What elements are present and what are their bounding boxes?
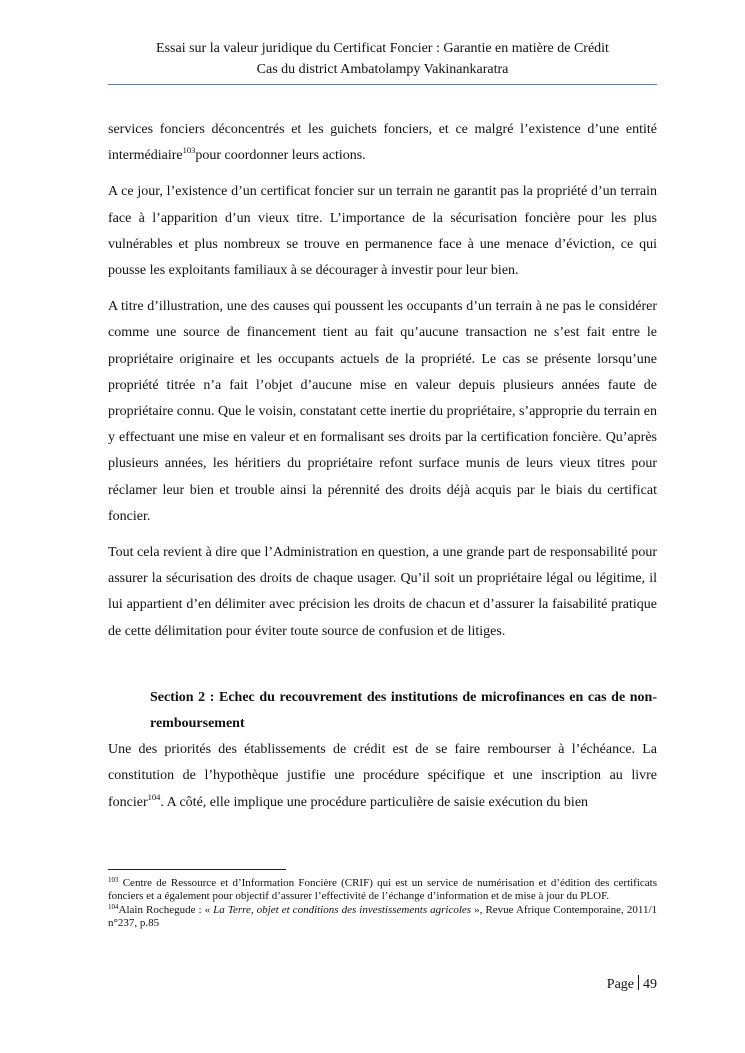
paragraph-2: A ce jour, l’existence d’un certificat foncier sur un terrain ne garantit pas la propriété d’un terrain face à l’apparition d’un vieux titre. L’importance de la sécurisation foncière pour les plus vulnérables et plus nombreux se trouve en permanence face à une menace d’éviction, ce qui pousse les exploitants familiaux à se décourager à investir pour leur bien.	[108, 184, 657, 279]
cited-work-title: La Terre, objet et conditions des investissements agricoles	[213, 903, 472, 916]
footnote-text: Alain Rochegude : «	[118, 903, 214, 916]
header-subtitle-line: Cas du district Ambatolampy Vakinankaratra	[256, 62, 509, 77]
paragraph-5-text: Une des priorités des établissements de crédit est de se faire rembourser à l’échéance. La constitution de l’hypothèque justifie une procédure spécifique et une inscription au livre foncier	[108, 742, 657, 810]
page-number-value: 49	[643, 977, 657, 992]
page-separator	[638, 975, 639, 990]
footnote-number: 103	[108, 876, 119, 884]
footnote-ref-103[interactable]: 103	[182, 145, 196, 156]
footnote-104	[108, 904, 657, 931]
page-label: Page	[606, 977, 634, 992]
footnote-divider	[108, 869, 286, 870]
header-divider	[108, 84, 657, 85]
footnote-103	[108, 877, 657, 904]
paragraph-5	[108, 737, 657, 816]
page-number	[607, 975, 657, 994]
paragraph-4: Tout cela revient à dire que l’Administration en question, a une grande part de responsabilité pour assurer la sécurisation des droits de chaque usager. Qu’il soit un propriétaire légal ou légitime, il lui appartient d’en délimiter avec précision les droits de chacun et d’assurer la faisabilité pratique de cette délimitation pour éviter toute source de confusion et de litiges.	[108, 545, 657, 639]
footnote-text: Centre de Ressource et d’Information Foncière (CRIF) qui est un service de numérisation et d’édition des certificats fonciers et a également pour objectif d’assurer l’effectivité de l’échange d’information et de mise à jour du PLOF.	[108, 877, 657, 903]
paragraph-1	[108, 117, 657, 169]
paragraph-3: A titre d’illustration, une des causes qui poussent les occupants d’un terrain à ne pas le considérer comme une source de financement tient au fait qu’aucune transaction ne s’est fait entre le propriétaire originaire et les occupants actuels de la propriété. Le cas se présente lorsqu’une propriété titrée n’a fait l’objet d’aucune mise en valeur depuis plusieurs années faute de propriétaire connu. Que le voisin, constatant cette inertie du propriétaire, s’approprie du terrain en y effectuant une mise en valeur et en formalisant ses droits par la certification foncière. Qu’après plusieurs années, les héritiers du propriétaire refont surface munis de leurs vieux titres pour réclamer leur bien et trouble ainsi la pérennité des droits déjà acquis par le biais du certificat foncier.	[108, 299, 657, 524]
running-header	[108, 38, 657, 80]
footnote-text-end: », Revue Afrique Contemporaine, 2011/1 n°237, p.85	[108, 903, 657, 930]
footnote-number: 104	[108, 902, 119, 911]
paragraph-1-text: services fonciers déconcentrés et les guichets fonciers, et ce malgré l’existence d’une entité intermédiaire	[108, 122, 657, 164]
section-heading: Section 2 : Echec du recouvrement des institutions de microfinances en cas de non-remboursement	[150, 689, 657, 732]
footnotes	[108, 877, 657, 931]
footnote-ref-104[interactable]: 104	[147, 791, 161, 802]
header-title-line: Essai sur la valeur juridique du Certificat Foncier : Garantie en matière de Crédit	[156, 41, 609, 56]
body-text	[108, 117, 657, 826]
paragraph-5-text-end: . A côté, elle implique une procédure particulière de saisie exécution du bien	[160, 794, 589, 810]
paragraph-1-text-end: pour coordonner leurs actions.	[195, 148, 366, 164]
